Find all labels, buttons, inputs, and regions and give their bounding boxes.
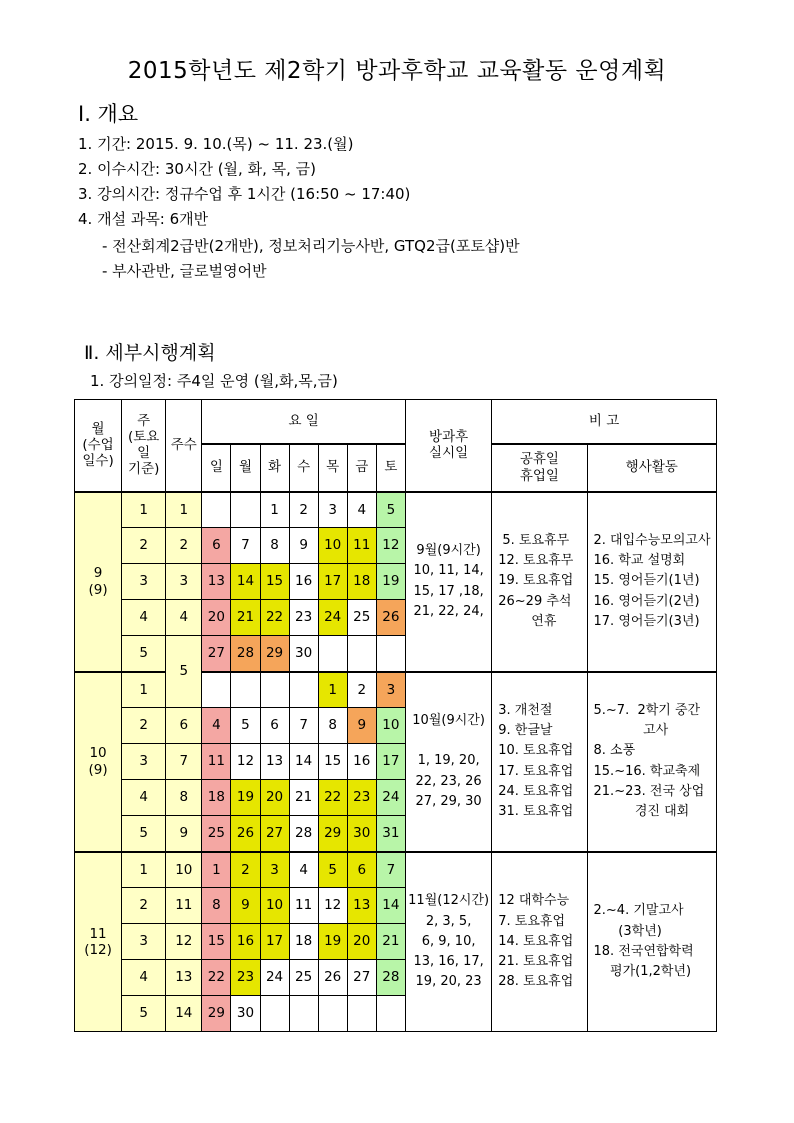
day-cell: 4 [289, 852, 318, 888]
week-cell: 4 [122, 780, 166, 816]
weeknum-cell: 13 [166, 960, 202, 996]
day-cell: 9 [289, 528, 318, 564]
day-cell: 26 [318, 960, 347, 996]
overview-subitem: - 부사관반, 글로벌영어반 [102, 262, 267, 280]
day-cell: 19 [318, 924, 347, 960]
day-cell: 30 [347, 816, 376, 852]
day-cell: 17 [260, 924, 289, 960]
page-title: 2015학년도 제2학기 방과후학교 교육활동 운영계획 [127, 58, 667, 84]
day-cell: 7 [289, 708, 318, 744]
day-cell: 28 [231, 636, 260, 672]
day-cell: 9 [231, 888, 260, 924]
weeknum-cell: 4 [166, 600, 202, 636]
weeknum-cell: 10 [166, 852, 202, 888]
header-day: 목 [318, 444, 347, 492]
weeknum-cell: 9 [166, 816, 202, 852]
header-days: 요 일 [202, 400, 406, 444]
week-cell: 2 [122, 528, 166, 564]
week-cell: 4 [122, 600, 166, 636]
day-cell: 22 [202, 960, 231, 996]
weeknum-cell: 3 [166, 564, 202, 600]
day-cell: 22 [260, 600, 289, 636]
day-cell: 2 [289, 492, 318, 528]
afterschool-cell: 11월(12시간) 2, 3, 5, 6, 9, 10, 13, 16, 17, 19, 20, 23 [405, 852, 491, 1032]
holiday-cell: 3. 개천절 9. 한글날 10. 토요휴업 17. 토요휴업 24. 토요휴업 31. 토요휴업 [492, 672, 587, 852]
weeknum-cell: 2 [166, 528, 202, 564]
day-cell: 8 [318, 708, 347, 744]
schedule-title: 1. 강의일정: 주4일 운영 (월,화,목,금) [90, 372, 338, 390]
day-cell: 24 [318, 600, 347, 636]
section1-heading: Ⅰ. 개요 [78, 102, 139, 126]
day-cell: 5 [231, 708, 260, 744]
events-cell: 2. 대입수능모의고사 16. 학교 설명회 15. 영어듣기(1년) 16. 영어듣기(2년) 17. 영어듣기(3년) [587, 492, 716, 672]
month-cell: 10 (9) [75, 672, 122, 852]
day-cell: 17 [376, 744, 405, 780]
day-cell: 23 [289, 600, 318, 636]
day-cell: 14 [289, 744, 318, 780]
day-cell: 21 [376, 924, 405, 960]
weeknum-cell: 6 [166, 708, 202, 744]
day-cell: 10 [260, 888, 289, 924]
week-cell: 1 [122, 852, 166, 888]
day-cell: 18 [347, 564, 376, 600]
header-afterschool: 방과후 실시일 [405, 400, 491, 492]
day-cell [318, 996, 347, 1032]
day-cell: 6 [260, 708, 289, 744]
day-cell: 25 [289, 960, 318, 996]
day-cell: 12 [376, 528, 405, 564]
day-cell: 28 [289, 816, 318, 852]
day-cell: 24 [376, 780, 405, 816]
day-cell: 30 [231, 996, 260, 1032]
header-day: 토 [376, 444, 405, 492]
day-cell: 25 [202, 816, 231, 852]
day-cell: 21 [289, 780, 318, 816]
day-cell: 20 [202, 600, 231, 636]
day-cell: 18 [289, 924, 318, 960]
day-cell: 16 [289, 564, 318, 600]
day-cell: 15 [202, 924, 231, 960]
holiday-cell: 12 대학수능 7. 토요휴업 14. 토요휴업 21. 토요휴업 28. 토요휴업 [492, 852, 587, 1032]
day-cell [202, 672, 231, 708]
header-day: 수 [289, 444, 318, 492]
header-month: 월 (수업 일수) [75, 400, 122, 492]
afterschool-cell: 9월(9시간) 10, 11, 14, 15, 17 ,18, 21, 22, 24, [405, 492, 491, 672]
week-cell: 3 [122, 924, 166, 960]
day-cell [202, 492, 231, 528]
day-cell: 3 [318, 492, 347, 528]
day-cell: 1 [318, 672, 347, 708]
schedule-table [74, 399, 717, 1032]
header-events: 행사활동 [587, 444, 716, 492]
day-cell: 15 [260, 564, 289, 600]
week-cell: 4 [122, 960, 166, 996]
day-cell: 14 [376, 888, 405, 924]
week-cell: 3 [122, 744, 166, 780]
day-cell: 1 [202, 852, 231, 888]
day-cell: 20 [260, 780, 289, 816]
day-cell: 12 [231, 744, 260, 780]
day-cell: 11 [347, 528, 376, 564]
day-cell: 29 [260, 636, 289, 672]
day-cell [260, 996, 289, 1032]
day-cell: 19 [231, 780, 260, 816]
day-cell [376, 636, 405, 672]
day-cell: 27 [202, 636, 231, 672]
day-cell: 18 [202, 780, 231, 816]
weeknum-cell: 8 [166, 780, 202, 816]
day-cell: 31 [376, 816, 405, 852]
day-cell: 4 [202, 708, 231, 744]
events-cell: 2.~4. 기말고사 (3학년) 18. 전국연합학력 평가(1,2학년) [587, 852, 716, 1032]
weeknum-cell: 14 [166, 996, 202, 1032]
weeknum-cell: 1 [166, 492, 202, 528]
overview-item: 4. 개설 과목: 6개반 [78, 210, 209, 228]
overview-item: 3. 강의시간: 정규수업 후 1시간 (16:50 ~ 17:40) [78, 185, 411, 203]
day-cell: 13 [202, 564, 231, 600]
day-cell: 24 [260, 960, 289, 996]
header-holiday: 공휴일 휴업일 [492, 444, 587, 492]
header-day: 금 [347, 444, 376, 492]
day-cell [347, 636, 376, 672]
day-cell: 16 [231, 924, 260, 960]
day-cell: 8 [260, 528, 289, 564]
day-cell: 5 [376, 492, 405, 528]
week-cell: 5 [122, 996, 166, 1032]
day-cell: 26 [376, 600, 405, 636]
weeknum-cell: 12 [166, 924, 202, 960]
day-cell: 16 [347, 744, 376, 780]
day-cell: 21 [231, 600, 260, 636]
month-cell: 9 (9) [75, 492, 122, 672]
week-cell: 3 [122, 564, 166, 600]
day-cell [231, 672, 260, 708]
day-cell: 25 [347, 600, 376, 636]
week-cell: 5 [122, 636, 166, 672]
afterschool-cell: 10월(9시간) 1, 19, 20, 22, 23, 26 27, 29, 30 [405, 672, 491, 852]
header-weeknum: 주수 [166, 400, 202, 492]
header-remarks: 비 고 [492, 400, 717, 444]
day-cell: 6 [202, 528, 231, 564]
overview-subitem: - 전산회계2급반(2개반), 정보처리기능사반, GTQ2급(포토샵)반 [102, 237, 520, 255]
weeknum-cell: 11 [166, 888, 202, 924]
week-cell: 1 [122, 492, 166, 528]
day-cell [260, 672, 289, 708]
week-cell: 2 [122, 708, 166, 744]
header-week: 주 (토요 일 기준) [122, 400, 166, 492]
weeknum-cell: 5 [166, 636, 202, 708]
day-cell: 23 [231, 960, 260, 996]
day-cell: 4 [347, 492, 376, 528]
section2-heading: Ⅱ. 세부시행계획 [84, 342, 216, 364]
month-cell: 11 (12) [75, 852, 122, 1032]
overview-item: 1. 기간: 2015. 9. 10.(목) ~ 11. 23.(월) [78, 135, 354, 153]
day-cell: 23 [347, 780, 376, 816]
events-cell: 5.~7. 2학기 중간 고사 8. 소풍 15.~16. 학교축제 21.~23. 전국 상업 경진 대회 [587, 672, 716, 852]
week-cell: 2 [122, 888, 166, 924]
day-cell: 3 [376, 672, 405, 708]
day-cell: 14 [231, 564, 260, 600]
day-cell: 29 [318, 816, 347, 852]
day-cell: 30 [289, 636, 318, 672]
week-cell: 1 [122, 672, 166, 708]
day-cell: 11 [289, 888, 318, 924]
day-cell: 1 [260, 492, 289, 528]
day-cell: 17 [318, 564, 347, 600]
day-cell: 7 [376, 852, 405, 888]
day-cell [289, 672, 318, 708]
day-cell: 9 [347, 708, 376, 744]
day-cell [231, 492, 260, 528]
day-cell: 10 [376, 708, 405, 744]
day-cell: 29 [202, 996, 231, 1032]
day-cell: 10 [318, 528, 347, 564]
day-cell [347, 996, 376, 1032]
day-cell: 27 [347, 960, 376, 996]
day-cell: 3 [260, 852, 289, 888]
day-cell: 13 [347, 888, 376, 924]
overview-item: 2. 이수시간: 30시간 (월, 화, 목, 금) [78, 160, 316, 178]
day-cell: 19 [376, 564, 405, 600]
day-cell: 8 [202, 888, 231, 924]
day-cell: 2 [347, 672, 376, 708]
day-cell: 20 [347, 924, 376, 960]
day-cell: 27 [260, 816, 289, 852]
day-cell: 6 [347, 852, 376, 888]
day-cell [318, 636, 347, 672]
day-cell: 5 [318, 852, 347, 888]
day-cell: 7 [231, 528, 260, 564]
header-day: 화 [260, 444, 289, 492]
weeknum-cell: 7 [166, 744, 202, 780]
holiday-cell: 5. 토요휴무 12. 토요휴무 19. 토요휴업 26~29 추석 연휴 [492, 492, 587, 672]
day-cell: 11 [202, 744, 231, 780]
day-cell [289, 996, 318, 1032]
day-cell: 13 [260, 744, 289, 780]
week-cell: 5 [122, 816, 166, 852]
day-cell [376, 996, 405, 1032]
day-cell: 22 [318, 780, 347, 816]
day-cell: 28 [376, 960, 405, 996]
day-cell: 2 [231, 852, 260, 888]
day-cell: 26 [231, 816, 260, 852]
header-day: 월 [231, 444, 260, 492]
day-cell: 12 [318, 888, 347, 924]
header-day: 일 [202, 444, 231, 492]
day-cell: 15 [318, 744, 347, 780]
